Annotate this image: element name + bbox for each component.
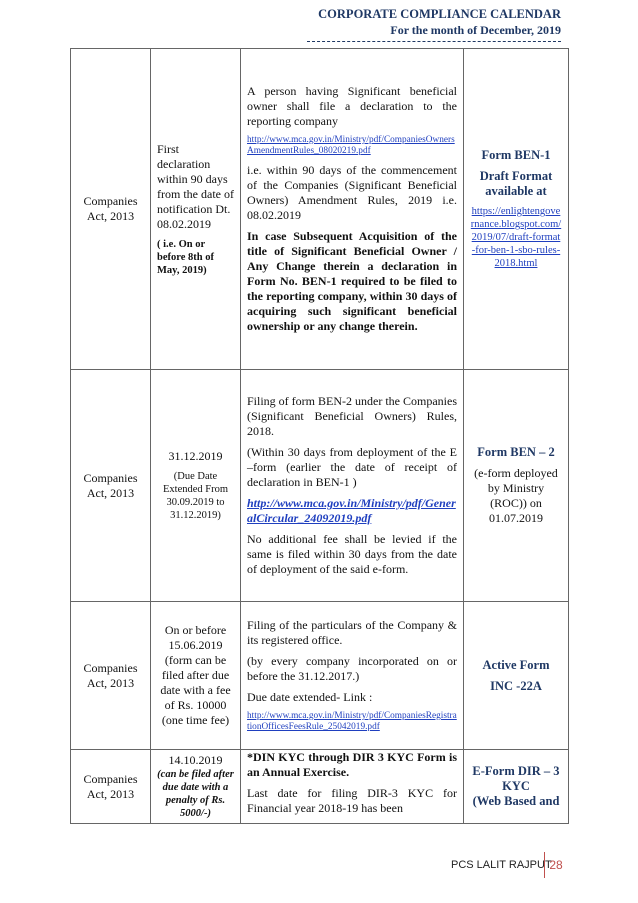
page-header-title: CORPORATE COMPLIANCE CALENDAR	[318, 7, 561, 21]
form-note: (e-form deployed by Ministry (ROC)) on 01.07.2019	[474, 466, 558, 525]
due-date-text: On or before 15.06.2019 (form can be filed after due date with a fee of Rs. 10000 (one time fee)	[160, 623, 231, 727]
form-name: Form BEN – 2	[477, 445, 555, 459]
act-cell: Companies Act, 2013	[71, 602, 151, 750]
form-note: (Web Based and	[472, 794, 560, 808]
description-text: Filing of the particulars of the Company & its registered office.	[247, 618, 457, 647]
description-text: (Within 30 days from deployment of the E –form (earlier the date of receipt of declaration in BEN-1 )	[247, 445, 457, 489]
form-note: INC -22A	[490, 678, 542, 693]
due-date-cell	[151, 49, 241, 370]
table-row	[71, 49, 569, 370]
form-cell	[464, 750, 569, 824]
form-name: Form BEN-1	[481, 148, 551, 162]
page-number: 28	[544, 852, 567, 878]
page-header-subtitle: For the month of December, 2019	[390, 23, 561, 37]
act-cell: Companies Act, 2013	[71, 370, 151, 602]
description-text: i.e. within 90 days of the commencement of the Companies (Significant Beneficial Owners) Amendment Rules, 2019 i.e. 08.02.2019	[247, 163, 457, 222]
due-date-text: 14.10.2019	[168, 753, 223, 767]
due-date-cell	[151, 602, 241, 750]
form-name: E-Form DIR – 3 KYC	[472, 764, 560, 793]
description-cell	[241, 602, 464, 750]
table-row	[71, 370, 569, 602]
due-date-cell	[151, 750, 241, 824]
due-date-note: (can be filed after due date with a penalty of Rs. 5000/-)	[157, 769, 234, 819]
due-date-text: First declaration within 90 days from the date of notification Dt. 08.02.2019	[157, 141, 234, 231]
general-circular-link[interactable]: http://www.mca.gov.in/Ministry/pdf/GeneralCircular_24092019.pdf	[247, 496, 456, 525]
description-cell	[241, 370, 464, 602]
table-row	[71, 750, 569, 824]
description-bold-text: *DIN KYC through DIR 3 KYC Form is an Annual Exercise.	[247, 750, 457, 779]
description-text: Last date for filing DIR-3 KYC for Financial year 2018-19 has been	[247, 786, 457, 815]
description-text: (by every company incorporated on or before the 31.12.2017.)	[247, 654, 457, 683]
description-bold-text: In case Subsequent Acquisition of the title of Significant Beneficial Owner / Any Change therein a declaration in Form No. BEN-1 required to be filed to the reporting company, within 30 days of acquiring such significant beneficial ownership or any change therein.	[247, 229, 457, 333]
description-cell	[241, 750, 464, 824]
table-row	[71, 602, 569, 750]
description-text: Filing of form BEN-2 under the Companies (Significant Beneficial Owners) Rules, 2018.	[247, 394, 457, 438]
header-divider	[307, 41, 561, 42]
form-note: Draft Format available at	[479, 169, 553, 198]
form-cell	[464, 49, 569, 370]
act-cell: Companies Act, 2013	[71, 750, 151, 824]
description-text: No additional fee shall be levied if the same is filed within 30 days from the date of deployment of the said e-form.	[247, 532, 457, 576]
footer-author: PCS LALIT RAJPUT	[451, 859, 552, 871]
mca-rules-link[interactable]: http://www.mca.gov.in/Ministry/pdf/CompaniesOwnersAmendmentRules_08020219.pdf	[247, 135, 455, 156]
draft-format-link[interactable]: https://enlightengovernance.blogspot.com/2019/07/draft-format-for-ben-1-sbo-rules-2018.html	[470, 206, 562, 269]
description-text: Due date extended- Link :	[247, 690, 373, 704]
due-date-note: (Due Date Extended From 30.09.2019 to 31.12.2019)	[162, 471, 229, 521]
description-text: A person having Significant beneficial owner shall file a declaration to the reporting company	[247, 84, 457, 128]
form-cell	[464, 602, 569, 750]
due-date-text: 31.12.2019	[168, 449, 223, 463]
fees-rule-link[interactable]: http://www.mca.gov.in/Ministry/pdf/CompaniesRegistrationOfficesFeesRule_25042019.pdf	[247, 711, 457, 732]
due-date-cell	[151, 370, 241, 602]
act-cell: Companies Act, 2013	[71, 49, 151, 370]
form-cell	[464, 370, 569, 602]
compliance-table	[70, 48, 569, 824]
due-date-note: ( i.e. On or before 8th of May, 2019)	[157, 238, 214, 276]
form-name: Active Form	[482, 657, 550, 672]
description-cell	[241, 49, 464, 370]
